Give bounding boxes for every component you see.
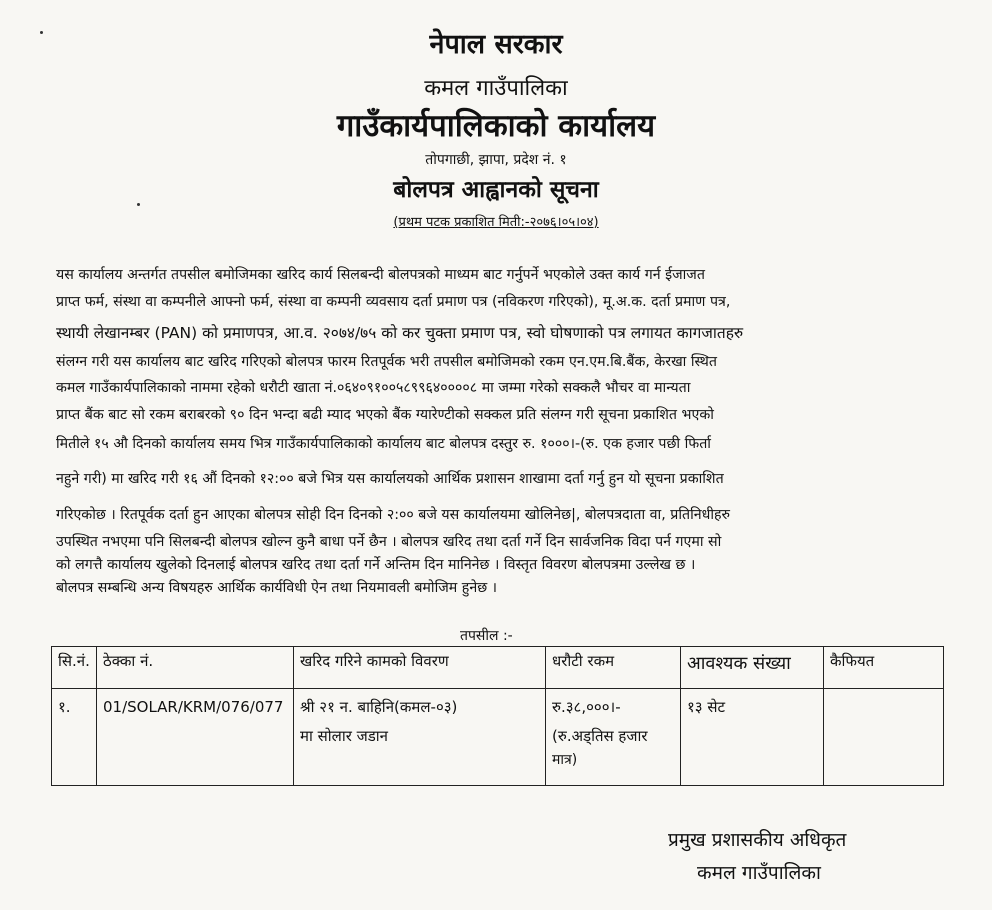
cell-sn: १. [52,689,97,786]
col-header-deposit: धरौटी रकम [546,647,681,689]
col-header-description: खरिद गरिने कामको विवरण [294,647,546,689]
body-line: मितीले १५ औ दिनको कार्यालय समय भित्र गाउँकार्यपालिकाको कार्यालय बाट बोलपत्र दस्तुर रु. १०००।-(रु. एक हजार पछी फिर्ता [56,436,711,452]
body-line: स्थायी लेखानम्बर (PAN) को प्रमाणपत्र, आ.व. २०७४/७५ को कर चुक्ता प्रमाण पत्र, स्वो घोषणाको पत्र लगायत कागजातहरु [56,324,744,342]
body-line: उपस्थित नभएमा पनि सिलबन्दी बोलपत्र खोल्न कुनै बाधा पर्ने छैन । बोलपत्र खरिद तथा दर्ता गर्ने दिन सार्वजनिक विदा पर्न गएमा सो [56,534,722,550]
body-line: बोलपत्र सम्बन्धि अन्य विषयहरु आर्थिक कार्यविधी ऐन तथा नियमावली बमोजिम हुनेछ । [56,580,498,596]
tender-table [51,646,944,786]
body-line: प्राप्त बैंक बाट सो रकम बराबरको ९० दिन भन्दा बढी म्याद भएको बैंक ग्यारेण्टीको सक्कल प्रति संलग्न गरी सूचना प्रकाशित भएको [56,407,714,423]
signatory-org: कमल गाउँपालिका [697,862,821,884]
publication-date: (प्रथम पटक प्रकाशित मिती:-२०७६।०५।०४) [393,215,599,230]
col-header-quantity: आवश्यक संख्या [681,647,824,689]
col-header-contract-no: ठेक्का नं. [97,647,294,689]
description-line: श्री २१ न. बाहिनि(कमल-०३) [300,698,458,716]
scan-speck [40,31,43,34]
signatory-title: प्रमुख प्रशासकीय अधिकृत [668,829,847,851]
col-header-sn: सि.नं. [52,647,97,689]
body-line: संलग्न गरी यस कार्यालय बाट खरिद गरिएको बोलपत्र फारम रितपूर्वक भरी तपसील बमोजिमको रकम एन.एम.बि.बैंक, केरखा स्थित [56,354,717,370]
col-header-remarks: कैफियत [824,647,944,689]
table-caption: तपसील :- [460,628,513,644]
body-line: नहुने गरी) मा खरिद गरी १६ औं दिनको १२:०० बजे भित्र यस कार्यालयको आर्थिक प्रशासन शाखामा दर्ता गर्नु हुन यो सूचना प्रकाशित [56,471,724,487]
body-line: यस कार्यालय अन्तर्गत तपसील बमोजिमका खरिद कार्य सिलबन्दी बोलपत्रको माध्यम बाट गर्नुपर्ने भएकोले उक्त कार्य गर्न ईजाजत [56,267,705,283]
cell-description [294,689,546,786]
cell-quantity: १३ सेट [681,689,824,786]
deposit-words-end: मात्र) [552,752,578,768]
body-line: प्राप्त फर्म, संस्था वा कम्पनीले आफ्नो फर्म, संस्था वा कम्पनी व्यवसाय दर्ता प्रमाण पत्र (नविकरण गरिएको), मू.अ.क. दर्ता प्रमाण पत्र, [56,294,731,310]
scan-speck [137,203,140,206]
cell-contract-no: 01/SOLAR/KRM/076/077 [97,689,294,786]
notice-title: बोलपत्र आह्वानको सूचना [393,177,599,203]
body-line: कमल गाउँकार्यपालिकाको नाममा रहेको धरौटी खाता नं.०६४०९१००५८९९६४००००८ मा जम्मा गरेको सक्कलै भौचर वा मान्यता [56,380,691,396]
office-address: तोपगाछी, झापा, प्रदेश नं. १ [425,152,567,168]
government-title: नेपाल सरकार [429,29,563,60]
table-header-row [52,647,944,689]
deposit-words: (रु.अड्तिस हजार [552,727,648,745]
deposit-amount: रु.३८,०००।- [552,698,621,716]
body-line: को लगत्तै कार्यालय खुलेको दिनलाई बोलपत्र खरिद तथा दर्ता गर्ने अन्तिम दिन मानिनेछ । विस्तृत विवरण बोलपत्रमा उल्लेख छ । [56,557,696,573]
table-row [52,689,944,786]
cell-remarks [824,689,944,786]
cell-deposit [546,689,681,786]
body-line: गरिएकोछ । रितपूर्वक दर्ता हुन आएका बोलपत्र सोही दिन दिनको २:०० बजे यस कार्यालयमा खोलिनेछ|, बोलपत्रदाता वा, प्रतिनिधीहरु [56,507,731,523]
description-line: मा सोलार जडान [300,727,388,745]
office-name: गाउँकार्यपालिकाको कार्यालय [336,108,656,144]
municipality-name: कमल गाउँपालिका [424,76,568,101]
